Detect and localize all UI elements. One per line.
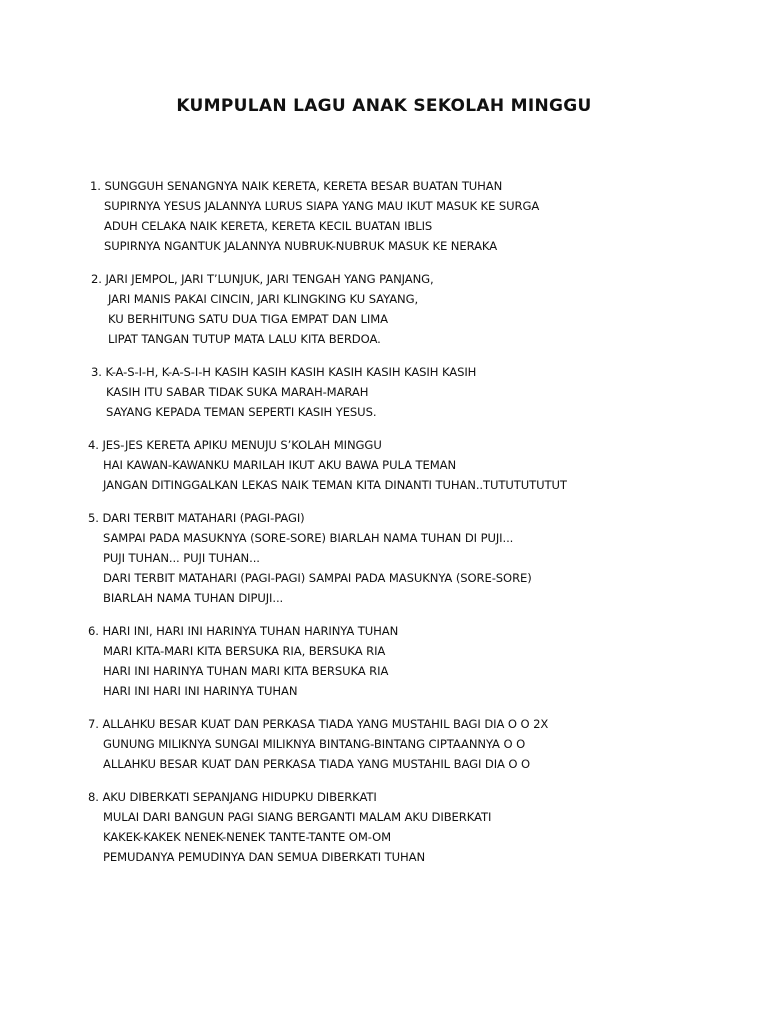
song-line: ADUH CELAKA NAIK KERETA, KERETA KECIL BUATAN IBLIS: [104, 219, 433, 233]
song-7: [88, 714, 728, 774]
song-line: 6. HARI INI, HARI INI HARINYA TUHAN HARINYA TUHAN: [88, 624, 399, 638]
song-line: JANGAN DITINGGALKAN LEKAS NAIK TEMAN KITA DINANTI TUHAN..TUTUTUTUTUT: [103, 478, 567, 492]
song-line: MARI KITA-MARI KITA BERSUKA RIA, BERSUKA RIA: [103, 644, 386, 658]
song-4: [88, 435, 728, 495]
song-list: [88, 176, 728, 880]
song-2: [88, 269, 728, 349]
song-line: KASIH ITU SABAR TIDAK SUKA MARAH-MARAH: [106, 385, 369, 399]
song-3: [88, 362, 728, 422]
song-line: 1. SUNGGUH SENANGNYA NAIK KERETA, KERETA BESAR BUATAN TUHAN: [90, 179, 503, 193]
song-line: PUJI TUHAN... PUJI TUHAN...: [103, 551, 260, 565]
song-5: [88, 508, 728, 608]
song-line: SAMPAI PADA MASUKNYA (SORE-SORE) BIARLAH NAMA TUHAN DI PUJI...: [103, 531, 514, 545]
song-line: GUNUNG MILIKNYA SUNGAI MILIKNYA BINTANG-BINTANG CIPTAANNYA O O: [103, 737, 526, 751]
song-line: LIPAT TANGAN TUTUP MATA LALU KITA BERDOA.: [108, 332, 381, 346]
song-line: SUPIRNYA YESUS JALANNYA LURUS SIAPA YANG MAU IKUT MASUK KE SURGA: [104, 199, 540, 213]
song-line: 5. DARI TERBIT MATAHARI (PAGI-PAGI): [88, 511, 305, 525]
song-line: PEMUDANYA PEMUDINYA DAN SEMUA DIBERKATI TUHAN: [103, 850, 426, 864]
song-line: 2. JARI JEMPOL, JARI T’LUNJUK, JARI TENGAH YANG PANJANG,: [91, 272, 434, 286]
song-1: [88, 176, 728, 256]
document-title: KUMPULAN LAGU ANAK SEKOLAH MINGGU: [176, 96, 592, 116]
song-line: KU BERHITUNG SATU DUA TIGA EMPAT DAN LIMA: [108, 312, 388, 326]
song-line: 3. K-A-S-I-H, K-A-S-I-H KASIH KASIH KASIH KASIH KASIH KASIH KASIH: [91, 365, 477, 379]
song-line: 7. ALLAHKU BESAR KUAT DAN PERKASA TIADA YANG MUSTAHIL BAGI DIA O O 2X: [88, 717, 549, 731]
song-line: HARI INI HARI INI HARINYA TUHAN: [103, 684, 298, 698]
song-line: ALLAHKU BESAR KUAT DAN PERKASA TIADA YANG MUSTAHIL BAGI DIA O O: [103, 757, 531, 771]
song-line: KAKEK-KAKEK NENEK-NENEK TANTE-TANTE OM-OM: [103, 830, 392, 844]
song-line: DARI TERBIT MATAHARI (PAGI-PAGI) SAMPAI PADA MASUKNYA (SORE-SORE): [103, 571, 532, 585]
song-line: HARI INI HARINYA TUHAN MARI KITA BERSUKA RIA: [103, 664, 389, 678]
song-line: JARI MANIS PAKAI CINCIN, JARI KLINGKING KU SAYANG,: [108, 292, 419, 306]
song-6: [88, 621, 728, 701]
song-line: SAYANG KEPADA TEMAN SEPERTI KASIH YESUS.: [106, 405, 377, 419]
song-line: 4. JES-JES KERETA APIKU MENUJU S’KOLAH MINGGU: [88, 438, 382, 452]
song-line: MULAI DARI BANGUN PAGI SIANG BERGANTI MALAM AKU DIBERKATI: [103, 810, 492, 824]
song-line: BIARLAH NAMA TUHAN DIPUJI...: [103, 591, 284, 605]
song-line: HAI KAWAN-KAWANKU MARILAH IKUT AKU BAWA PULA TEMAN: [103, 458, 457, 472]
song-8: [88, 787, 728, 867]
song-line: SUPIRNYA NGANTUK JALANNYA NUBRUK-NUBRUK MASUK KE NERAKA: [104, 239, 498, 253]
song-line: 8. AKU DIBERKATI SEPANJANG HIDUPKU DIBERKATI: [88, 790, 377, 804]
